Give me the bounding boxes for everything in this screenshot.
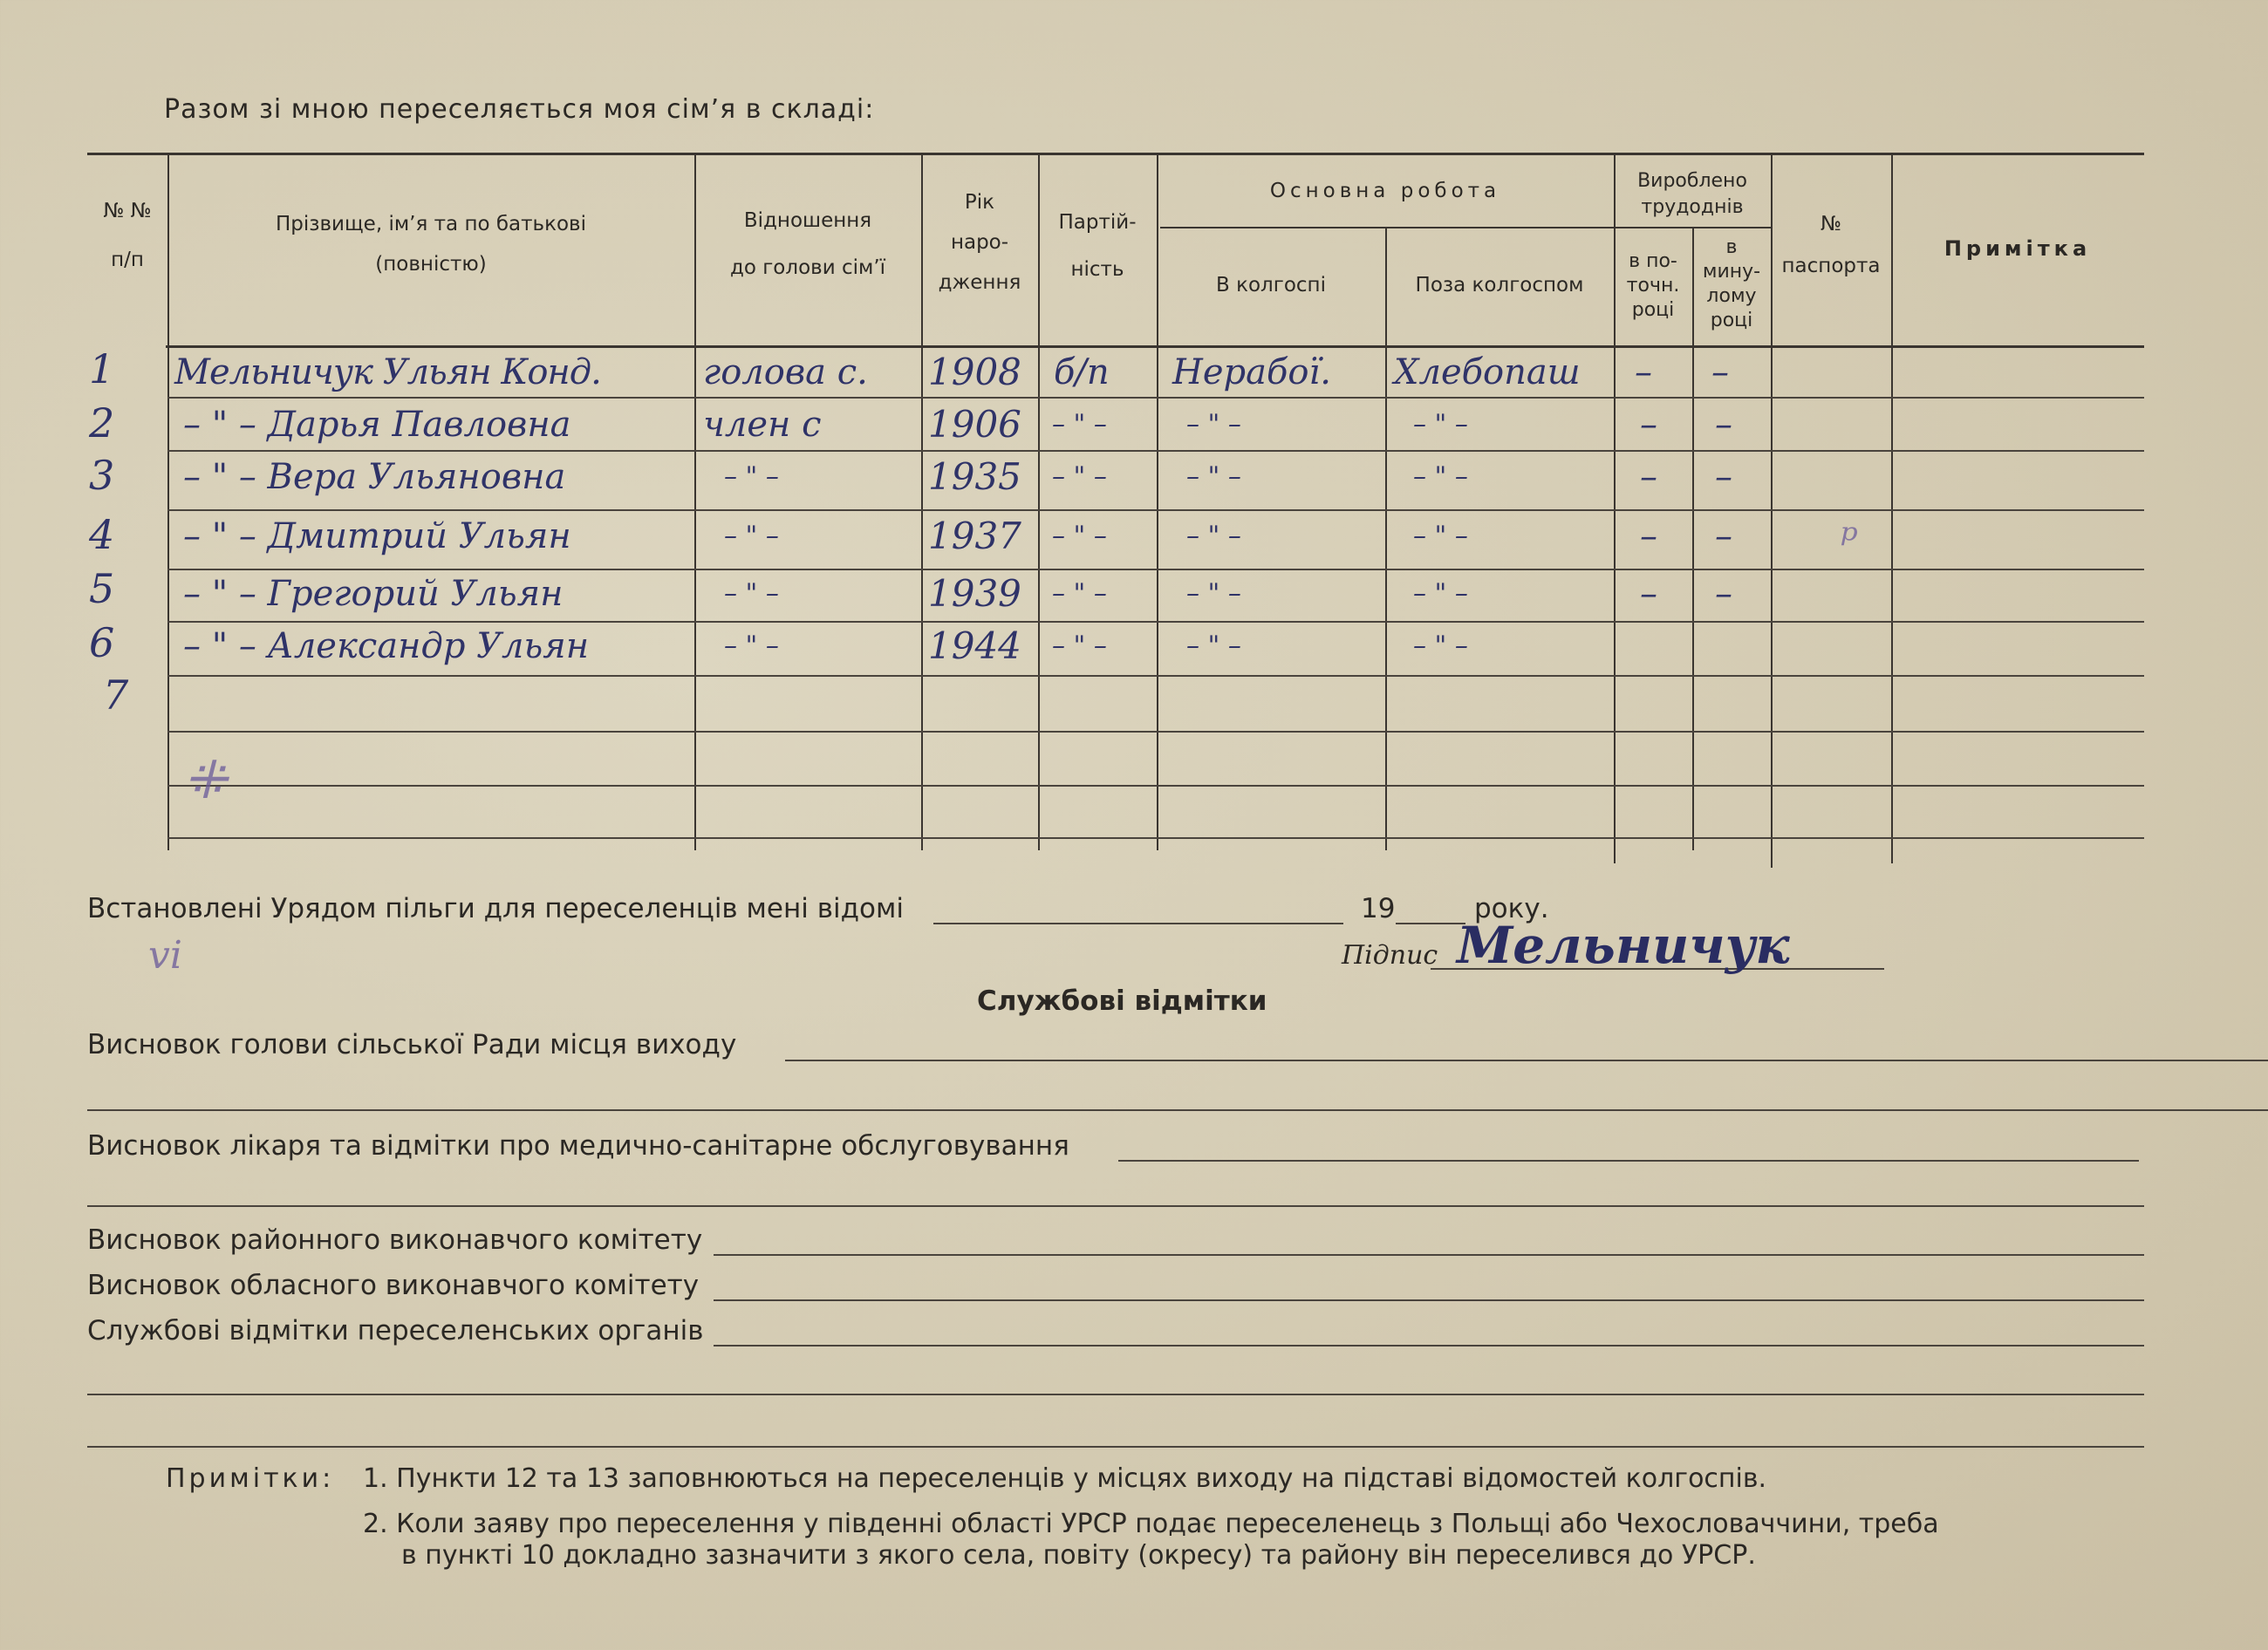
relation-cell: – " – [724, 521, 779, 551]
year-cell: 1906 [928, 403, 1021, 446]
outside-cell: Хлебопаш [1394, 352, 1581, 392]
current-year-cell: – [1640, 516, 1657, 556]
header-workdays-line1: Вироблено [1637, 170, 1747, 192]
row-number: 7 [103, 672, 129, 719]
header-year-line3: дження [938, 271, 1021, 294]
header-workdays-line2: трудоднів [1641, 196, 1744, 218]
header-current-year-line3: році [1631, 299, 1675, 321]
relation-cell: член с [703, 405, 822, 445]
col-line [1157, 153, 1158, 850]
official-line-5: Службові відмітки переселенських органів [87, 1315, 704, 1347]
fill-line [87, 1394, 2144, 1395]
benefits-year-prefix: 19 [1361, 893, 1396, 924]
col-line [1385, 227, 1387, 850]
party-cell: – " – [1052, 578, 1107, 609]
subheader-line [1160, 227, 1614, 228]
header-name-line2: (повністю) [375, 253, 487, 276]
fill-line [714, 1254, 2144, 1256]
notes-label: Примітки: [166, 1463, 335, 1494]
row-line [167, 450, 2144, 452]
fill-line [87, 1109, 2268, 1111]
row-line [167, 569, 2144, 570]
relation-cell: – " – [724, 578, 779, 609]
year-cell: 1939 [928, 572, 1021, 615]
row-line [167, 731, 2144, 733]
header-relation [694, 206, 921, 283]
header-in-kolhosp: В колгоспі [1216, 274, 1326, 297]
header-relation-line2: до голови сім’ї [729, 256, 886, 279]
header-name-line1: Прізвище, ім’я та по батькові [275, 213, 587, 235]
official-line-4: Висновок обласного виконавчого комітету [87, 1270, 700, 1301]
party-cell: б/п [1054, 352, 1110, 392]
intro-text: Разом зі мною переселяється моя сім’я в складі: [164, 94, 875, 125]
header-current-year-line1: в по- [1629, 250, 1677, 272]
row-line [167, 621, 2144, 623]
benefits-fill-line [933, 923, 1343, 924]
last-year-cell: – [1715, 516, 1732, 556]
outside-cell: – " – [1413, 461, 1468, 492]
signature-value: Мельничук [1457, 916, 1790, 975]
official-line-1: Висновок голови сільської Ради місця виходу [87, 1029, 737, 1060]
header-party-line2: ність [1070, 258, 1124, 281]
official-line-2: Висновок лікаря та відмітки про медично-санітарне обслуговування [87, 1130, 1069, 1162]
row-line [167, 397, 2144, 399]
header-workdays [1614, 168, 1771, 221]
header-last-year-line3: лому [1706, 285, 1757, 307]
outside-cell: – " – [1413, 521, 1468, 551]
row-number: 5 [89, 565, 115, 612]
fill-line [1118, 1160, 2139, 1162]
name-cell: – " – Александр Ульян [183, 626, 590, 666]
header-last-year-line1: в [1725, 236, 1738, 258]
pencil-mark: ᵖ [1841, 515, 1858, 565]
row-number: 4 [89, 511, 115, 558]
row-number: 2 [89, 399, 115, 447]
relation-cell: – " – [724, 631, 779, 661]
header-num [87, 196, 167, 275]
benefits-year-line [1396, 923, 1465, 924]
name-cell: – " – Грегорий Ульян [183, 574, 564, 614]
party-cell: – " – [1052, 409, 1107, 440]
row-number: 3 [89, 452, 115, 499]
in-kolhosp-cell: – " – [1186, 409, 1241, 440]
name-cell: – " – Вера Ульяновна [183, 457, 566, 497]
fill-line [785, 1060, 2268, 1061]
header-relation-line1: Відношення [743, 209, 872, 232]
year-cell: 1937 [928, 515, 1021, 557]
header-year-line1: Рік [964, 191, 995, 214]
official-line-3: Висновок районного виконавчого комітету [87, 1224, 703, 1256]
last-year-cell: – [1715, 574, 1732, 614]
current-year-cell: – [1640, 457, 1657, 497]
row-line [167, 509, 2144, 511]
year-cell: 1944 [928, 624, 1021, 667]
row-number: 1 [89, 345, 115, 392]
benefits-text: Встановлені Урядом пільги для переселенців мені відомі [87, 893, 905, 924]
workdays-subheader-line [1616, 227, 1773, 228]
header-num-line1: № № [103, 200, 152, 222]
note-2: 2. Коли заяву про переселення у південні області УРСР подає переселенець з Польщі або Чехословаччини, треба [363, 1509, 1939, 1539]
party-cell: – " – [1052, 631, 1107, 661]
in-kolhosp-cell: – " – [1186, 578, 1241, 609]
fill-line [714, 1299, 2144, 1301]
last-year-cell: – [1715, 405, 1732, 445]
table-top-border [87, 153, 2144, 155]
last-year-cell: – [1715, 457, 1732, 497]
note-3: в пункті 10 докладно зазначити з якого села, повіту (окресу) та району він переселився до УРСР. [401, 1540, 1756, 1571]
official-title: Службові відмітки [977, 985, 1267, 1017]
header-last-year-line2: мину- [1702, 261, 1761, 283]
header-passport [1771, 209, 1891, 281]
fill-line [87, 1446, 2144, 1448]
header-current-year-line2: точн. [1626, 275, 1680, 297]
header-year [921, 188, 1038, 297]
name-cell: – " – Дмитрий Ульян [183, 516, 571, 556]
signature-label: Підпис [1342, 940, 1438, 971]
current-year-cell: – [1635, 352, 1652, 392]
in-kolhosp-cell: – " – [1186, 631, 1241, 661]
header-passport-line2: паспорта [1781, 255, 1881, 277]
last-year-cell: – [1711, 352, 1729, 392]
party-cell: – " – [1052, 461, 1107, 492]
in-kolhosp-cell: – " – [1186, 521, 1241, 551]
header-year-line2: наро- [950, 231, 1009, 254]
year-cell: 1908 [928, 351, 1021, 393]
header-party-line1: Партій- [1058, 211, 1137, 234]
outside-cell: – " – [1413, 409, 1468, 440]
outside-cell: – " – [1413, 578, 1468, 609]
name-cell: – " – Дарья Павловна [183, 405, 571, 445]
pencil-mark: ⁜ [183, 750, 228, 811]
header-current-year [1614, 249, 1692, 323]
current-year-cell: – [1640, 574, 1657, 614]
year-cell: 1935 [928, 455, 1021, 498]
header-outside-kolhosp: Поза колгоспом [1415, 274, 1584, 297]
relation-cell: голова с. [703, 352, 868, 392]
header-num-line2: п/п [111, 249, 144, 271]
header-last-year-line4: році [1710, 310, 1753, 331]
name-cell: Мельничук Ульян Конд. [174, 352, 601, 392]
header-passport-line1: № [1821, 213, 1841, 235]
row-number: 6 [89, 619, 115, 666]
row-line [167, 675, 2144, 677]
relation-cell: – " – [724, 461, 779, 492]
header-bottom-border [166, 345, 2144, 348]
header-note: Примітка [1944, 236, 2092, 261]
in-kolhosp-cell: Нерабої. [1172, 352, 1332, 392]
header-name [167, 209, 694, 279]
outside-cell: – " – [1413, 631, 1468, 661]
header-party [1038, 208, 1157, 284]
party-cell: – " – [1052, 521, 1107, 551]
benefits-year-suffix: року. [1474, 893, 1549, 924]
note-1: 1. Пункти 12 та 13 заповнюються на переселенців у місцях виходу на підставі відомостей колгоспів. [363, 1463, 1767, 1494]
current-year-cell: – [1640, 405, 1657, 445]
in-kolhosp-cell: – " – [1186, 461, 1241, 492]
fill-line [714, 1345, 2144, 1347]
table-bottom-line [167, 837, 2144, 839]
row-line [167, 785, 2144, 787]
pencil-mark: ⅵ [148, 933, 182, 978]
header-main-work: Основна робота [1269, 180, 1501, 202]
header-last-year [1692, 235, 1771, 333]
fill-line [87, 1205, 2144, 1207]
